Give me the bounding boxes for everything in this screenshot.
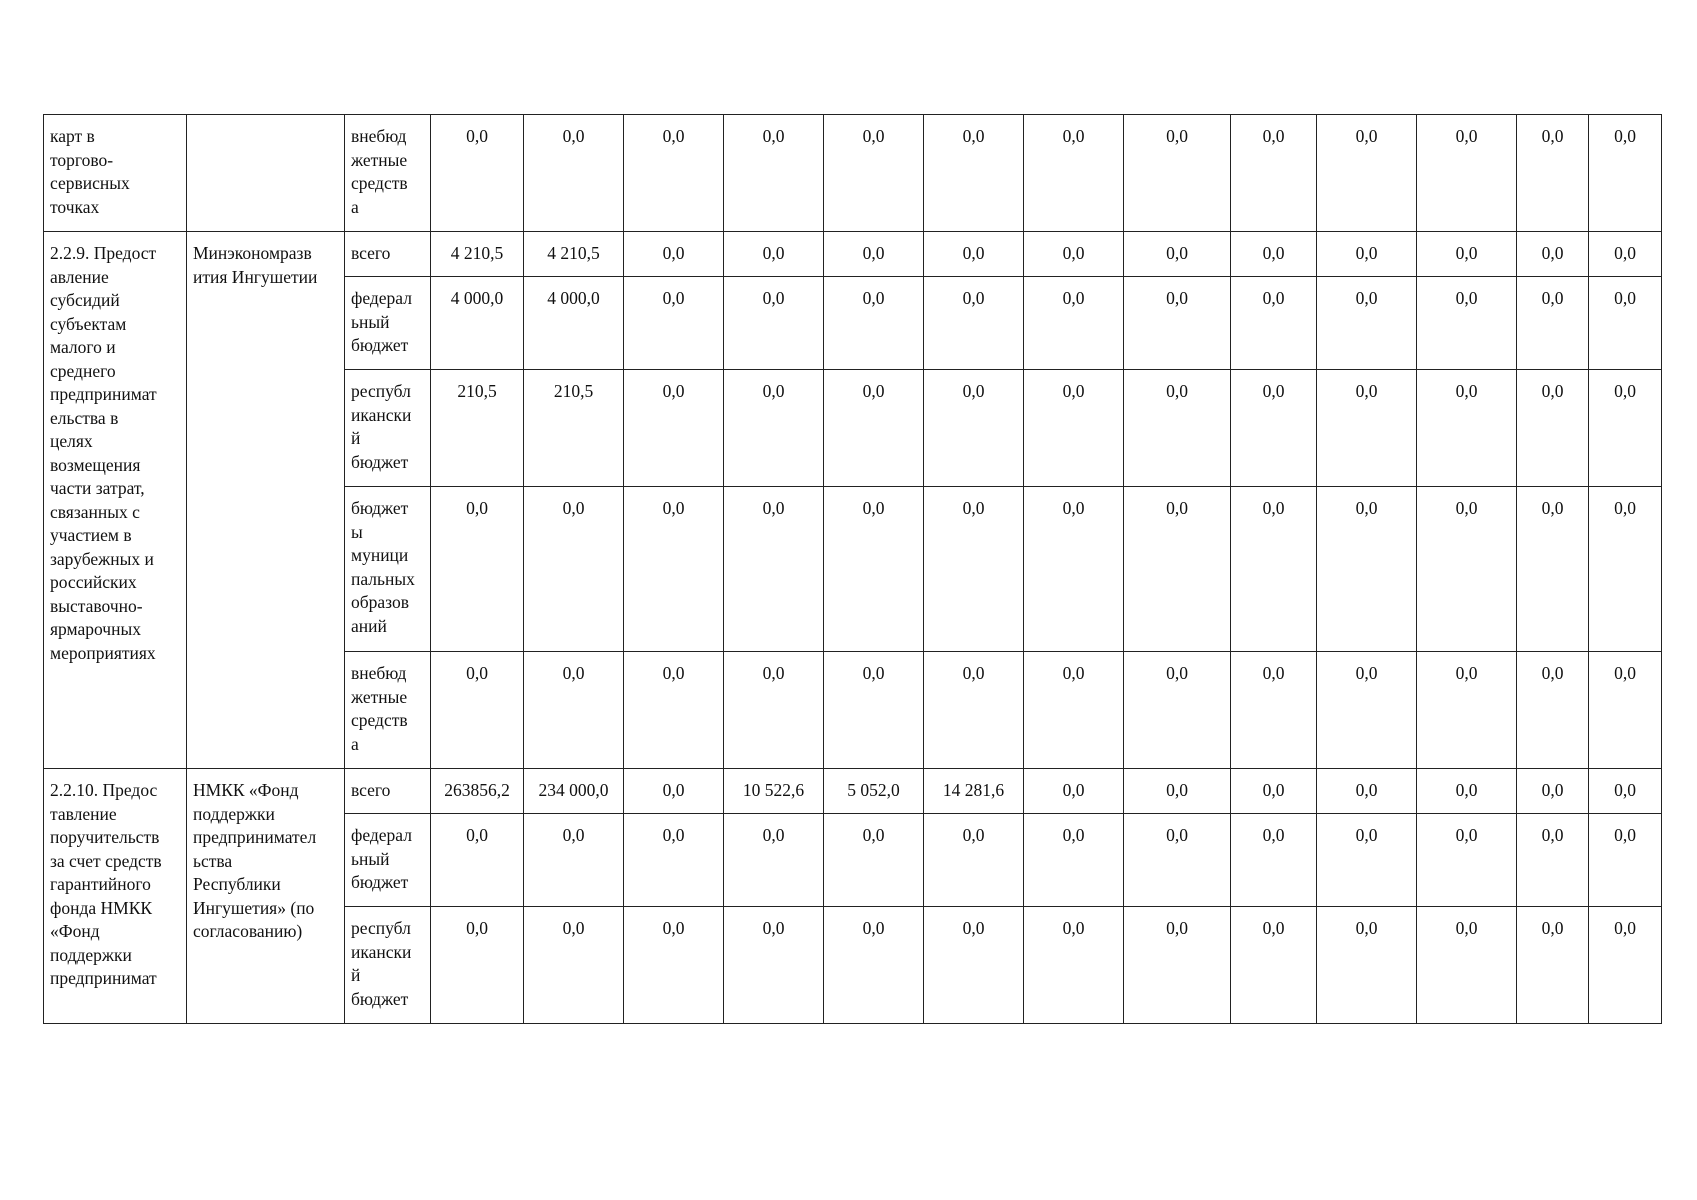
- amount-cell: 0,0: [1589, 769, 1662, 814]
- amount-cell: 0,0: [824, 277, 924, 370]
- amount-cell: 0,0: [1231, 370, 1317, 487]
- amount-cell: 0,0: [1124, 814, 1231, 907]
- amount-cell: 0,0: [1317, 487, 1417, 652]
- amount-cell: 0,0: [1024, 907, 1124, 1024]
- amount-cell: 0,0: [624, 370, 724, 487]
- amount-cell: 0,0: [1589, 907, 1662, 1024]
- activity-cell: 2.2.9. Предост авление субсидий субъектам малого и среднего предпринимат ельства в целях возмещения части затрат, связанных с участием в зарубежных и российских выставочно- ярмарочных мероприятиях: [44, 232, 187, 769]
- amount-cell: 0,0: [1417, 115, 1517, 232]
- amount-cell: 0,0: [431, 814, 524, 907]
- executor-cell: [187, 115, 345, 232]
- amount-cell: 0,0: [624, 277, 724, 370]
- amount-cell: 0,0: [1024, 115, 1124, 232]
- amount-cell: 0,0: [1317, 232, 1417, 277]
- amount-cell: 0,0: [1231, 907, 1317, 1024]
- amount-cell: 0,0: [431, 487, 524, 652]
- amount-cell: 0,0: [1124, 652, 1231, 769]
- table-row: [44, 115, 1662, 232]
- amount-cell: 0,0: [1024, 487, 1124, 652]
- amount-cell: 0,0: [1589, 232, 1662, 277]
- amount-cell: 0,0: [924, 814, 1024, 907]
- amount-cell: 0,0: [1231, 487, 1317, 652]
- amount-cell: 0,0: [624, 115, 724, 232]
- funding-source-cell: всего: [345, 232, 431, 277]
- amount-cell: 210,5: [431, 370, 524, 487]
- amount-cell: 0,0: [824, 115, 924, 232]
- funding-source-cell: внебюд жетные средств а: [345, 652, 431, 769]
- amount-cell: 0,0: [1317, 115, 1417, 232]
- amount-cell: 0,0: [724, 652, 824, 769]
- amount-cell: 4 210,5: [431, 232, 524, 277]
- budget-table-body: [44, 115, 1662, 1024]
- amount-cell: 0,0: [524, 814, 624, 907]
- amount-cell: 4 210,5: [524, 232, 624, 277]
- amount-cell: 0,0: [431, 907, 524, 1024]
- funding-source-cell: внебюд жетные средств а: [345, 115, 431, 232]
- amount-cell: 0,0: [924, 370, 1024, 487]
- amount-cell: 4 000,0: [524, 277, 624, 370]
- amount-cell: 0,0: [1024, 277, 1124, 370]
- amount-cell: 0,0: [724, 487, 824, 652]
- amount-cell: 0,0: [524, 115, 624, 232]
- executor-cell: НМКК «Фонд поддержки предпринимател ьства Республики Ингушетия» (по согласованию): [187, 769, 345, 1024]
- amount-cell: 0,0: [1589, 370, 1662, 487]
- amount-cell: 0,0: [431, 115, 524, 232]
- amount-cell: 0,0: [724, 115, 824, 232]
- amount-cell: 0,0: [524, 907, 624, 1024]
- amount-cell: 0,0: [924, 115, 1024, 232]
- funding-source-cell: республ икански й бюджет: [345, 370, 431, 487]
- amount-cell: 0,0: [1024, 232, 1124, 277]
- amount-cell: 0,0: [624, 907, 724, 1024]
- table-row: [44, 232, 1662, 277]
- amount-cell: 0,0: [824, 652, 924, 769]
- amount-cell: 0,0: [1517, 652, 1589, 769]
- amount-cell: 0,0: [1124, 769, 1231, 814]
- amount-cell: 0,0: [1589, 652, 1662, 769]
- amount-cell: 14 281,6: [924, 769, 1024, 814]
- amount-cell: 234 000,0: [524, 769, 624, 814]
- funding-source-cell: бюджет ы муници пальных образов аний: [345, 487, 431, 652]
- amount-cell: 0,0: [624, 232, 724, 277]
- budget-table: [43, 114, 1662, 1024]
- amount-cell: 0,0: [724, 370, 824, 487]
- amount-cell: 0,0: [1124, 277, 1231, 370]
- amount-cell: 0,0: [824, 232, 924, 277]
- amount-cell: 0,0: [1517, 907, 1589, 1024]
- amount-cell: 263856,2: [431, 769, 524, 814]
- amount-cell: 0,0: [624, 652, 724, 769]
- amount-cell: 0,0: [1317, 907, 1417, 1024]
- amount-cell: 0,0: [724, 232, 824, 277]
- amount-cell: 0,0: [1317, 370, 1417, 487]
- amount-cell: 0,0: [624, 769, 724, 814]
- amount-cell: 0,0: [1417, 277, 1517, 370]
- amount-cell: 0,0: [824, 487, 924, 652]
- amount-cell: 0,0: [1589, 814, 1662, 907]
- amount-cell: 0,0: [1517, 769, 1589, 814]
- amount-cell: 0,0: [1024, 769, 1124, 814]
- amount-cell: 0,0: [1517, 487, 1589, 652]
- amount-cell: 0,0: [1417, 487, 1517, 652]
- amount-cell: 0,0: [1317, 277, 1417, 370]
- amount-cell: 0,0: [1417, 907, 1517, 1024]
- funding-source-cell: всего: [345, 769, 431, 814]
- amount-cell: 0,0: [1517, 277, 1589, 370]
- amount-cell: 0,0: [724, 907, 824, 1024]
- amount-cell: 0,0: [1517, 232, 1589, 277]
- activity-cell: карт в торгово- сервисных точках: [44, 115, 187, 232]
- amount-cell: 0,0: [1417, 814, 1517, 907]
- amount-cell: 0,0: [1517, 814, 1589, 907]
- amount-cell: 0,0: [1417, 232, 1517, 277]
- amount-cell: 0,0: [824, 814, 924, 907]
- amount-cell: 10 522,6: [724, 769, 824, 814]
- amount-cell: 0,0: [924, 232, 1024, 277]
- amount-cell: 0,0: [1417, 769, 1517, 814]
- amount-cell: 0,0: [1317, 652, 1417, 769]
- amount-cell: 0,0: [924, 652, 1024, 769]
- amount-cell: 0,0: [1124, 232, 1231, 277]
- amount-cell: 0,0: [1589, 277, 1662, 370]
- amount-cell: 0,0: [1024, 370, 1124, 487]
- funding-source-cell: республ икански й бюджет: [345, 907, 431, 1024]
- amount-cell: 0,0: [724, 814, 824, 907]
- table-row: [44, 769, 1662, 814]
- amount-cell: 0,0: [1589, 487, 1662, 652]
- amount-cell: 0,0: [1124, 115, 1231, 232]
- amount-cell: 0,0: [1417, 652, 1517, 769]
- amount-cell: 0,0: [524, 652, 624, 769]
- funding-source-cell: федерал ьный бюджет: [345, 277, 431, 370]
- amount-cell: 0,0: [1124, 487, 1231, 652]
- amount-cell: 0,0: [924, 907, 1024, 1024]
- amount-cell: 0,0: [824, 370, 924, 487]
- amount-cell: 0,0: [431, 652, 524, 769]
- amount-cell: 0,0: [624, 487, 724, 652]
- amount-cell: 0,0: [1231, 232, 1317, 277]
- amount-cell: 210,5: [524, 370, 624, 487]
- amount-cell: 0,0: [1124, 370, 1231, 487]
- amount-cell: 5 052,0: [824, 769, 924, 814]
- amount-cell: 0,0: [1231, 814, 1317, 907]
- amount-cell: 0,0: [1589, 115, 1662, 232]
- activity-cell: 2.2.10. Предос тавление поручительств за счет средств гарантийного фонда НМКК «Фонд поддержки предпринимат: [44, 769, 187, 1024]
- amount-cell: 0,0: [1317, 814, 1417, 907]
- amount-cell: 0,0: [1124, 907, 1231, 1024]
- amount-cell: 0,0: [1317, 769, 1417, 814]
- amount-cell: 0,0: [1024, 814, 1124, 907]
- amount-cell: 0,0: [924, 487, 1024, 652]
- funding-source-cell: федерал ьный бюджет: [345, 814, 431, 907]
- amount-cell: 0,0: [1517, 370, 1589, 487]
- amount-cell: 0,0: [1517, 115, 1589, 232]
- amount-cell: 0,0: [724, 277, 824, 370]
- amount-cell: 0,0: [624, 814, 724, 907]
- amount-cell: 0,0: [1231, 769, 1317, 814]
- amount-cell: 0,0: [924, 277, 1024, 370]
- amount-cell: 0,0: [1417, 370, 1517, 487]
- amount-cell: 0,0: [1231, 652, 1317, 769]
- amount-cell: 0,0: [1231, 115, 1317, 232]
- amount-cell: 0,0: [1024, 652, 1124, 769]
- executor-cell: Минэкономразв ития Ингушетии: [187, 232, 345, 769]
- amount-cell: 0,0: [524, 487, 624, 652]
- amount-cell: 4 000,0: [431, 277, 524, 370]
- amount-cell: 0,0: [1231, 277, 1317, 370]
- amount-cell: 0,0: [824, 907, 924, 1024]
